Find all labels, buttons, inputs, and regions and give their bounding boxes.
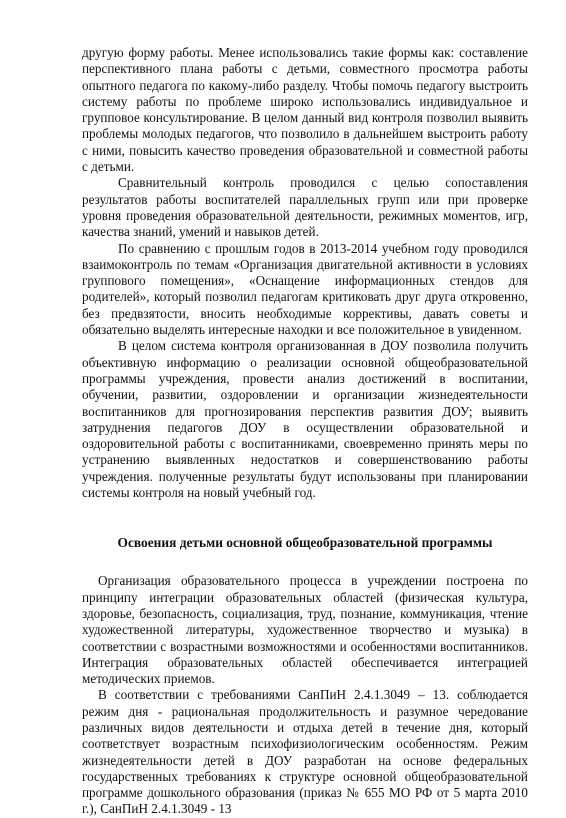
- paragraph-2: Сравнительный контроль проводился с целью сопоставления результатов работы воспитателей параллельных групп или при проверке уровня проведения образовательной деятельности, режимных моментов, игр, качества знаний, умений и навыков детей.: [82, 175, 528, 240]
- paragraph-1: другую форму работы. Менее использовались такие формы как: составление перспективного плана работы с детьми, совместного просмотра работы опытного педагога по какому-либо разделу. Чтобы помочь педагогу выстроить систему работы по проблеме широко использовались индивидуальное и групповое консультирование. В целом данный вид контроля позволил выявить проблемы молодых педагогов, что позволило в дальнейшем выстроить работу с ними, повысить качество проведения образовательной и совместной работы с детьми.: [82, 45, 528, 175]
- section-heading: Освоения детьми основной общеобразовательной программы: [117, 535, 493, 551]
- paragraph-4: В целом система контроля организованная в ДОУ позволила получить объективную информацию о реализации основной общеобразовательной программы учреждения, провести анализ достижений в воспитании, обучении, развитии, оздоровлении и организации жизнедеятельности воспитанников для прогнозирования перспектив развития ДОУ; выявить затруднения педагогов ДОУ в осуществлении образовательной и оздоровительной работы с воспитанниками, своевременно принять меры по устранению выявленных недостатков и совершенствованию работы учреждения. полученные результаты будут использованы при планировании системы контроля на новый учебный год.: [82, 338, 528, 501]
- paragraph-5: Организация образовательного процесса в учреждении построена по принципу интеграции образовательных областей (физическая культура, здоровье, безопасность, социализация, труд, познание, коммуникация, чтение художественной литературы, художественное творчество и музыка) в соответствии с возрастными возможностями и особенностями воспитанников. Интеграция образовательных областей обеспечивается интеграцией методических приемов.: [82, 573, 528, 687]
- paragraph-6: В соответствии с требованиями СанПиН 2.4.1.3049 – 13. соблюдается режим дня - рациональная продолжительность и разумное чередование различных видов деятельности и отдыха детей в течение дня, который соответствует возрастным психофизиологическим особенностям. Режим жизнедеятельности детей в ДОУ разработан на основе федеральных государственных требованиях к структуре основной общеобразовательной программе дошкольного образования (приказ № 655 МО РФ от 5 марта 2010 г.), СанПиН 2.4.1.3049 - 13: [82, 687, 528, 817]
- paragraph-3: По сравнению с прошлым годов в 2013-2014 учебном году проводился взаимоконтроль по темам «Организация двигательной активности в условиях группового помещения», «Оснащение информационных стендов для родителей», который позволил педагогам критиковать друг друга откровенно, без предвзятости, вносить необходимые коррективы, давать советы и обязательно выделять интересные находки и все положительное в увиденном.: [82, 240, 528, 338]
